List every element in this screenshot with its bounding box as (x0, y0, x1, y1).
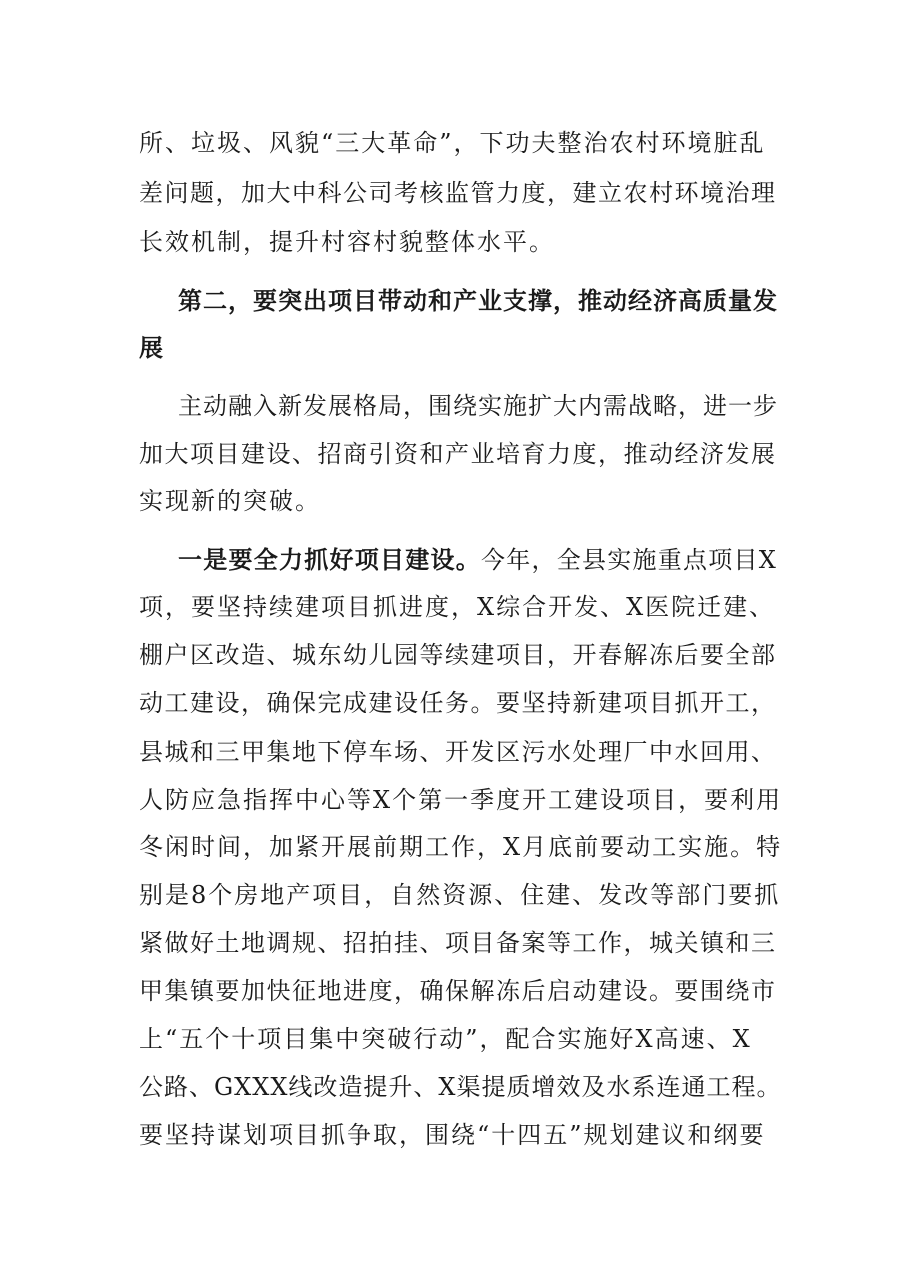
text-line: 公路、GXXX线改造提升、X渠提质增效及水系连通工程。 (139, 1073, 782, 1101)
text-line: 棚户区改造、城东幼儿园等续建项目，开春解冻后要全部 (139, 641, 777, 669)
paragraph-first-line (178, 545, 777, 575)
text-line: 所、垃圾、风貌“三大革命”，下功夫整治农村环境脏乱 (139, 129, 766, 157)
bold-lead-text: 一是要全力抓好项目建设。 (178, 545, 481, 574)
section-heading-cont: 展 (139, 334, 164, 362)
text-line: 县城和三甲集地下停车场、开发区污水处理厂中水回用、 (139, 738, 777, 766)
text-line: 紧做好土地调规、招拍挂、项目备案等工作，城关镇和三 (139, 929, 777, 957)
text-line: 别是8个房地产项目，自然资源、住建、发改等部门要抓 (139, 881, 781, 909)
text-line: 实现新的突破。 (139, 487, 321, 515)
text-line: 甲集镇要加快征地进度，确保解冻后启动建设。要围绕市 (139, 977, 777, 1005)
text-line: 项，要坚持续建项目抓进度，X综合开发、X医院迁建、 (139, 593, 776, 621)
section-heading: 第二，要突出项目带动和产业支撑，推动经济高质量发 (178, 287, 778, 315)
text-line: 差问题，加大中科公司考核监管力度，建立农村环境治理 (139, 179, 777, 207)
text-line: 人防应急指挥中心等X个第一季度开工建设项目，要利用 (139, 786, 783, 814)
text-line: 长效机制，提升村容村貌整体水平。 (139, 228, 555, 256)
text-line: 冬闲时间，加紧开展前期工作，X月底前要动工实施。特 (139, 833, 783, 861)
text-line: 要坚持谋划项目抓争取，围绕“十四五”规划建议和纲要 (139, 1121, 766, 1149)
text-line: 主动融入新发展格局，围绕实施扩大内需战略，进一步 (178, 392, 778, 420)
text-line: 加大项目建设、招商引资和产业培育力度，推动经济发展 (139, 440, 777, 468)
text-line: 动工建设，确保完成建设任务。要坚持新建项目抓开工， (139, 689, 777, 717)
text-line: 上“五个十项目集中突破行动”，配合实施好X高速、X (139, 1025, 752, 1053)
text-span: 今年，全县实施重点项目X (481, 546, 778, 574)
